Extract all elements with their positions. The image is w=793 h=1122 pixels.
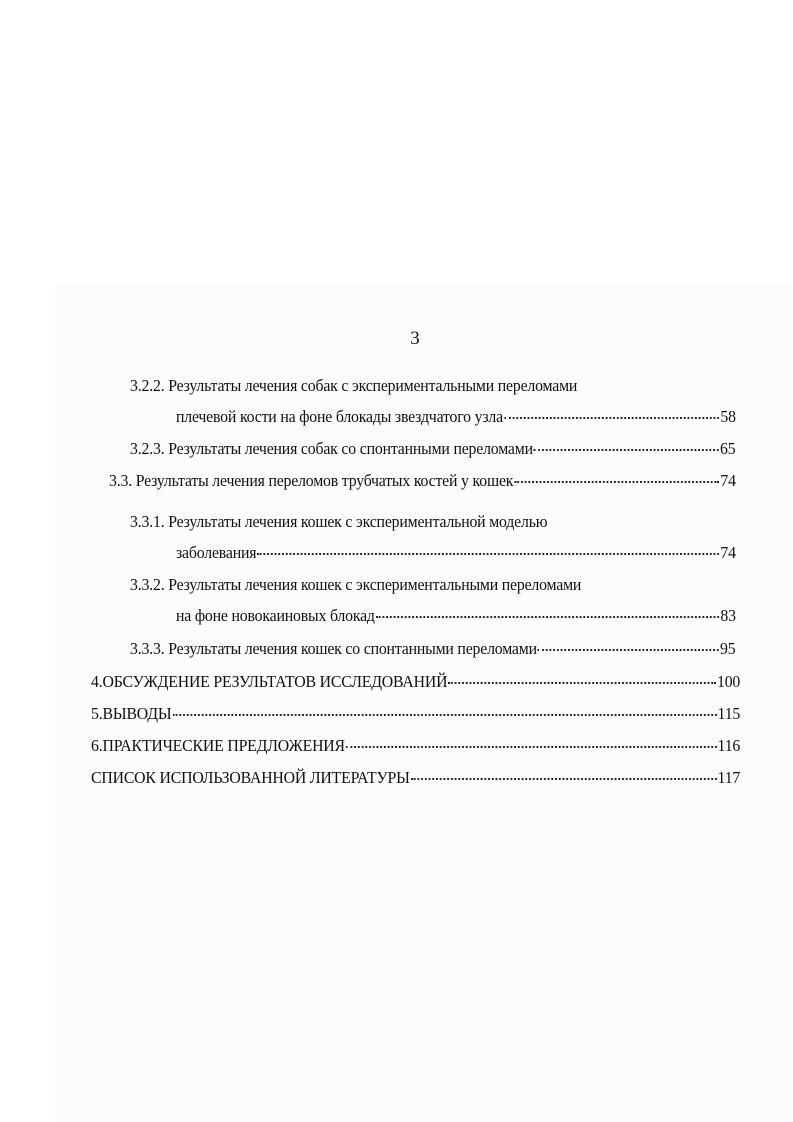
toc-entry-page: 74	[720, 543, 736, 562]
toc-entry-page: 65	[719, 439, 736, 458]
toc-entry-3-3-1-line1: 3.3.1. Результаты лечения кошек с экспериментальной моделью	[130, 512, 548, 531]
toc-entry-title: заболевания	[176, 543, 257, 562]
toc-entry-3-3-2-line1: 3.3.2. Результаты лечения кошек с экспериментальными переломами	[130, 575, 582, 594]
toc-entry-page: 83	[720, 606, 736, 625]
toc-entry-title: 3.3. Результаты лечения переломов трубчатых костей у кошек	[109, 471, 514, 490]
toc-entry-3-2-3[interactable]	[130, 439, 735, 459]
toc-entry-title: плечевой кости на фоне блокады звездчатого узла	[176, 407, 503, 426]
toc-entry-page: 100	[716, 672, 741, 691]
dot-leader	[504, 417, 720, 419]
toc-entry-page: 95	[719, 639, 736, 658]
toc-entry-page: 74	[720, 471, 736, 490]
toc-entry-title: 6.ПРАКТИЧЕСКИЕ ПРЕДЛОЖЕНИЯ	[91, 736, 345, 755]
toc-entry-title: 5.ВЫВОДЫ	[91, 704, 172, 723]
dot-leader	[538, 649, 719, 651]
toc-entry-page: 115	[717, 704, 741, 723]
dot-leader	[376, 616, 720, 618]
toc-entry-references[interactable]	[91, 768, 740, 788]
toc-entry-4[interactable]	[91, 672, 740, 692]
toc-entry-page: 117	[717, 768, 741, 787]
dot-leader	[514, 481, 719, 483]
toc-entry-title: 3.3.3. Результаты лечения кошек со спонтанными переломами	[130, 639, 537, 658]
dot-leader	[172, 714, 716, 716]
toc-entry-3-3-1[interactable]	[176, 543, 736, 563]
toc-entry-3-3-3[interactable]	[130, 639, 735, 659]
dot-leader	[257, 553, 719, 555]
toc-entry-page: 58	[720, 407, 736, 426]
dot-leader	[448, 682, 716, 684]
toc-entry-3-3[interactable]	[109, 471, 736, 491]
dot-leader	[534, 449, 719, 451]
page-number: 3	[410, 328, 420, 349]
toc-entry-title: СПИСОК ИСПОЛЬЗОВАННОЙ ЛИТЕРАТУРЫ	[91, 768, 410, 787]
toc-entry-3-2-2[interactable]	[176, 407, 736, 427]
toc-entry-6[interactable]	[91, 736, 740, 756]
dot-leader	[411, 778, 717, 780]
toc-entry-title: 4.ОБСУЖДЕНИЕ РЕЗУЛЬТАТОВ ИССЛЕДОВАНИЙ	[91, 672, 448, 691]
toc-entry-page: 116	[717, 736, 741, 755]
dot-leader	[346, 746, 717, 748]
toc-entry-5[interactable]	[91, 704, 740, 724]
toc-entry-title: 3.2.3. Результаты лечения собак со спонтанными переломами	[130, 439, 533, 458]
toc-entry-3-3-2[interactable]	[176, 606, 736, 626]
toc-entry-title: на фоне новокаиновых блокад	[176, 606, 375, 625]
toc-entry-3-2-2-line1: 3.2.2. Результаты лечения собак с экспериментальными переломами	[130, 376, 578, 395]
